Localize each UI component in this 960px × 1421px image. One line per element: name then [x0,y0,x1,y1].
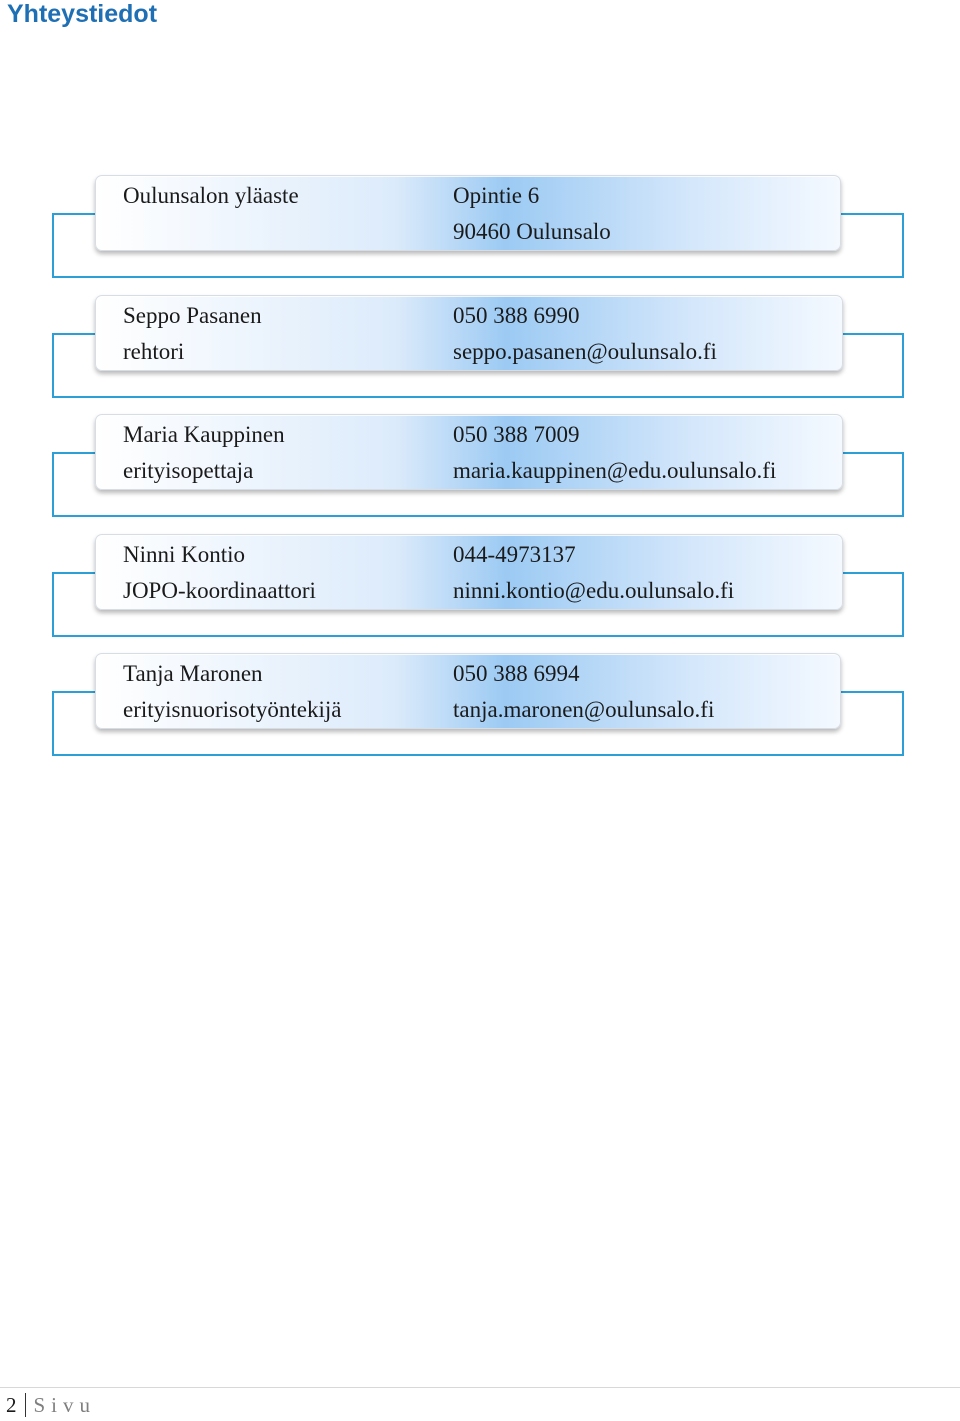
contact-role: JOPO-koordinaattori [123,578,316,603]
contact-card [95,414,843,490]
contact-card [95,175,841,251]
contact-card [95,534,843,610]
contact-phone: 044-4973137 [453,542,576,567]
footer-divider [0,1387,960,1388]
contact-entry-jopo [0,534,960,654]
contact-postal: 90460 Oulunsalo [453,219,611,244]
contact-name: Ninni Kontio [123,542,246,567]
contact-role: erityisopettaja [123,458,254,483]
contact-name: Tanja Maronen [123,661,263,686]
page-label: Sivu [33,1393,97,1417]
page-number: 2 [6,1393,17,1417]
contact-phone: 050 388 7009 [453,422,580,447]
contact-entry-youth-worker [0,653,960,773]
footer-separator [25,1393,26,1417]
page-title: Yhteystiedot [7,0,158,28]
contact-email[interactable]: tanja.maronen@oulunsalo.fi [453,697,715,722]
contact-phone: 050 388 6994 [453,661,580,686]
contact-card [95,295,843,371]
contact-name: Oulunsalon yläaste [123,183,299,208]
page-footer [6,1392,96,1418]
contact-card [95,653,841,729]
contact-phone: 050 388 6990 [453,303,580,328]
contact-street: Opintie 6 [453,183,540,208]
contact-email[interactable]: ninni.kontio@edu.oulunsalo.fi [453,578,735,603]
contact-role: erityisnuorisotyöntekijä [123,697,342,722]
contact-name: Maria Kauppinen [123,422,285,447]
contact-entry-school [0,175,960,295]
contact-name: Seppo Pasanen [123,303,262,328]
contact-entry-principal [0,295,960,415]
contact-role: rehtori [123,339,185,364]
contact-entry-special-teacher [0,414,960,534]
contact-email[interactable]: seppo.pasanen@oulunsalo.fi [453,339,717,364]
contact-email[interactable]: maria.kauppinen@edu.oulunsalo.fi [453,458,777,483]
